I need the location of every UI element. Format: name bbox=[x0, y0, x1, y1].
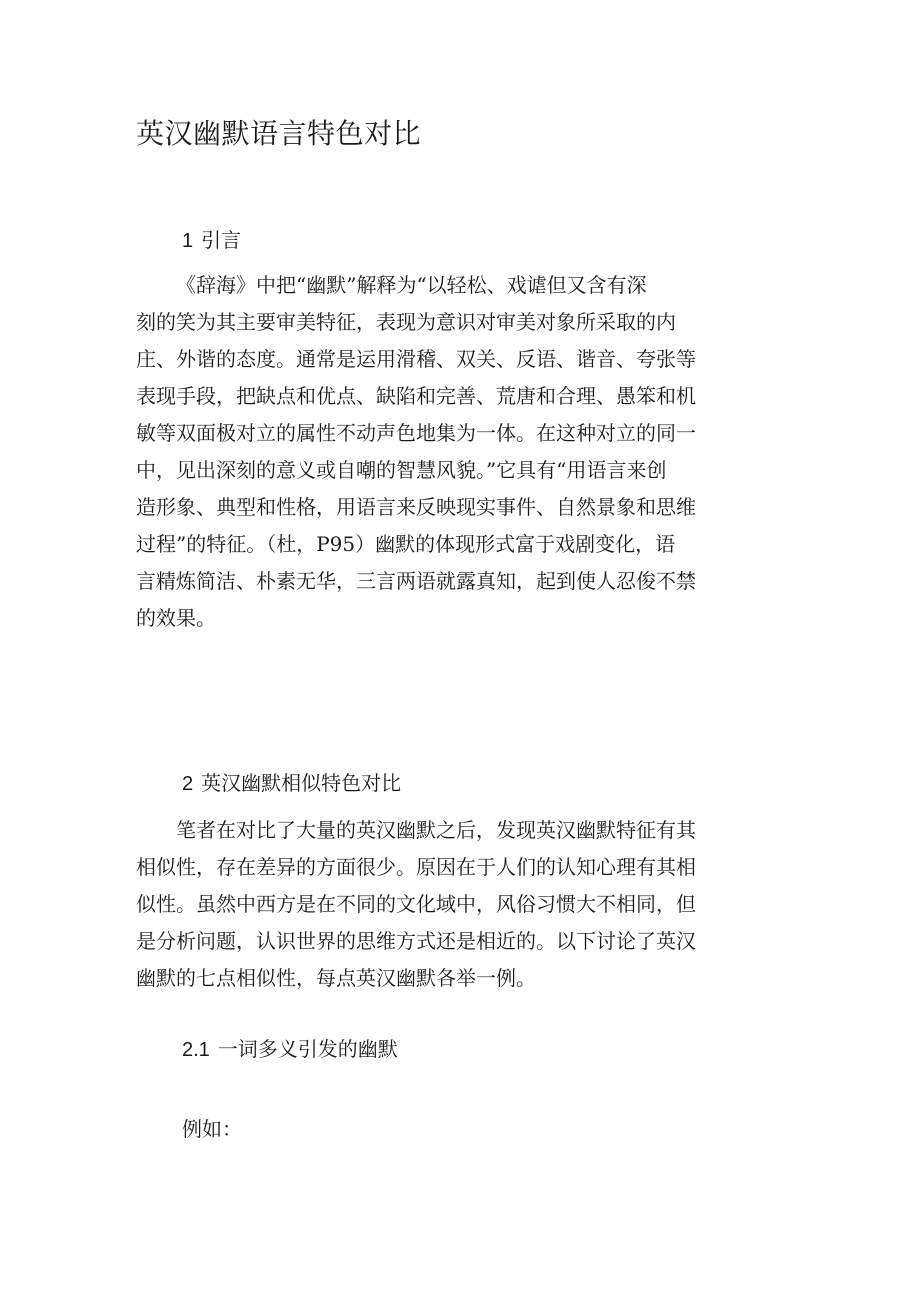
section-2-1-title: 一词多义引发的幽默 bbox=[217, 1037, 398, 1061]
example-label: 例如： bbox=[182, 1117, 242, 1141]
paragraph-line: 似性。虽然中西方是在不同的文化域中，风俗习惯大不相同，但 bbox=[136, 892, 696, 916]
section-2-1-heading bbox=[182, 1034, 398, 1065]
paragraph-line: 幽默的七点相似性，每点英汉幽默各举一例。 bbox=[136, 966, 536, 990]
paragraph-line: 相似性，存在差异的方面很少。原因在于人们的认知心理有其相 bbox=[136, 855, 696, 879]
paragraph-line: 表现手段，把缺点和优点、缺陷和完善、荒唐和合理、愚笨和机 bbox=[136, 384, 696, 408]
paragraph-line: 造形象、典型和性格，用语言来反映现实事件、自然景象和思维 bbox=[136, 495, 696, 519]
paragraph-line: 是分析问题，认识世界的思维方式还是相近的。以下讨论了英汉 bbox=[136, 929, 696, 953]
section-2-heading bbox=[182, 768, 401, 799]
paragraph-line: 中，见出深刻的意义或自嘲的智慧风貌。”它具有“用语言来创 bbox=[136, 458, 667, 482]
paragraph-line: 刻的笑为其主要审美特征，表现为意识对审美对象所采取的内 bbox=[136, 310, 676, 334]
section-1-title: 引言 bbox=[201, 228, 242, 252]
paragraph-line: 过程”的特征。（杜，P95）幽默的体现形式富于戏剧变化，语 bbox=[136, 532, 676, 556]
section-2-number: 2 bbox=[182, 773, 194, 795]
section-1-heading bbox=[182, 225, 241, 256]
section-1-number: 1 bbox=[182, 230, 194, 252]
document-title: 英汉幽默语言特色对比 bbox=[136, 117, 422, 150]
paragraph-line: 言精炼简洁、朴素无华，三言两语就露真知，起到使人忍俊不禁 bbox=[136, 569, 696, 593]
paragraph-line: 《辞海》中把“幽默”解释为“以轻松、戏谑但又含有深 bbox=[176, 273, 647, 297]
section-2-title: 英汉幽默相似特色对比 bbox=[201, 771, 402, 795]
section-2-1-number: 2.1 bbox=[182, 1039, 210, 1061]
paragraph-line: 的效果。 bbox=[136, 606, 216, 630]
section-2-paragraph bbox=[136, 812, 736, 997]
section-1-paragraph bbox=[136, 267, 736, 637]
paragraph-line: 笔者在对比了大量的英汉幽默之后，发现英汉幽默特征有其 bbox=[176, 818, 696, 842]
paragraph-line: 庄、外谐的态度。通常是运用滑稽、双关、反语、谐音、夸张等 bbox=[136, 347, 696, 371]
paragraph-line: 敏等双面极对立的属性不动声色地集为一体。在这种对立的同一 bbox=[136, 421, 696, 445]
